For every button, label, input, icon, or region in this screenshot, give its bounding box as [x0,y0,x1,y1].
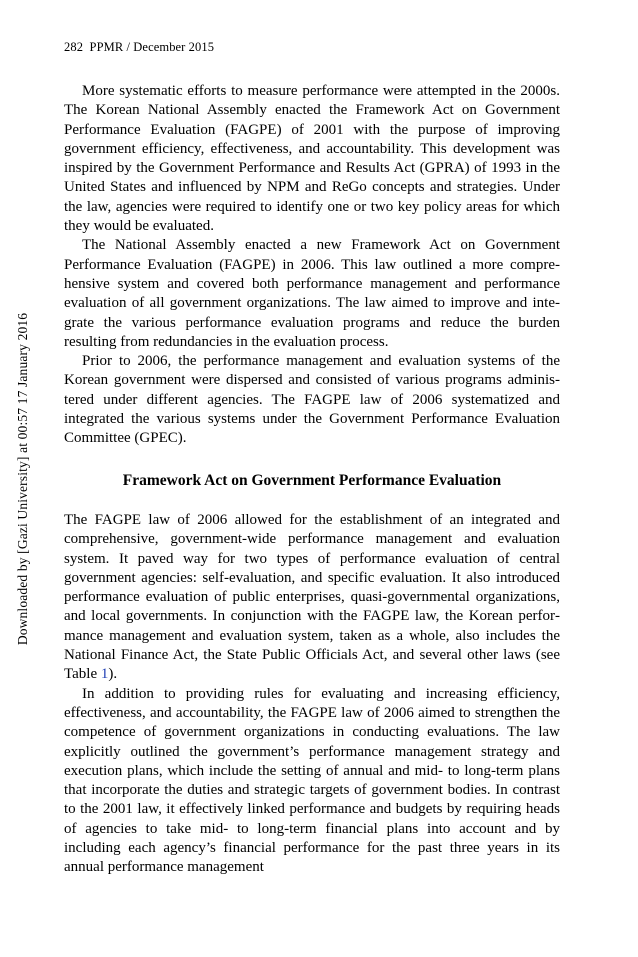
paragraph-tail: ). [108,666,118,683]
paragraph: Prior to 2006, the performance management and evaluation systems of the Korean government were dispersed and consisted of various programs administered under different agencies. The FAGPE law of 2006 systematized and integrated the various systems under the Government Performance Evaluation Committee (GPEC). [64,353,560,447]
paragraph: The National Assembly enacted a new Framework Act on Government Performance Evaluation (FAGPE) in 2006. This law outlined a more comprehensive system and covered both performance management and performance evaluation of all government organizations. The law aimed to improve and integrate the various performance evaluation programs and reduce the burden resulting from redundancies in the evaluation process. [64,237,560,350]
download-watermark: Downloaded by [Gazi University] at 00:57 17 January 2016 [15,312,30,646]
page-number: 282 [64,40,84,54]
table-reference-link[interactable]: 1 [100,666,109,683]
paragraph-with-table-ref [64,511,560,685]
section-heading: Framework Act on Government Performance Evaluation [122,471,502,489]
paragraph: In addition to providing rules for evaluating and increasing efficiency, effectiveness, and accountability, the FAGPE law of 2006 aimed to strengthen the competence of government organizations in conducting evaluations. The law explicitly outlined the government’s performance management strategy and execution plans, which include the setting of annual and mid- to long-term plans that incorporate the duties and strategic targets of government bodies. In contrast to the 2001 law, it effectively linked performance and budgets by requiring heads of agencies to take mid- to long-term financial plans into account and by including each agency’s financial performance for the past three years in its annual performance management [64,685,560,876]
paragraph: More systematic efforts to measure performance were attempted in the 2000s. The Korean National Assembly enacted the Framework Act on Government Performance Evaluation (FAGPE) of 2001 with the purpose of improving government efficiency, effectiveness, and accountability. This development was inspired by the Government Performance and Results Act (GPRA) of 1993 in the United States and influenced by NPM and ReGo concepts and strategies. Under the law, agencies were required to identify one or two key policy areas for which they would be evaluated. [64,83,560,235]
journal-info: PPMR / December 2015 [89,40,215,54]
article-body [64,82,560,878]
running-head [64,40,214,55]
paragraph-text: The FAGPE law of 2006 allowed for the establishment of an integrated and comprehensive, government-wide performance management and evaluation system. It paved way for two types of performance evaluation of central government agencies: self-evaluation, and specific evaluation. It also introduced performance evaluation of public enterprises, quasi-governmental organizations, and local governments. In conjunction with the FAGPE law, the Korean performance management and evaluation system, taken as a whole, also includes the National Finance Act, the State Public Officials Act, and several other laws (see Table [64,511,560,683]
